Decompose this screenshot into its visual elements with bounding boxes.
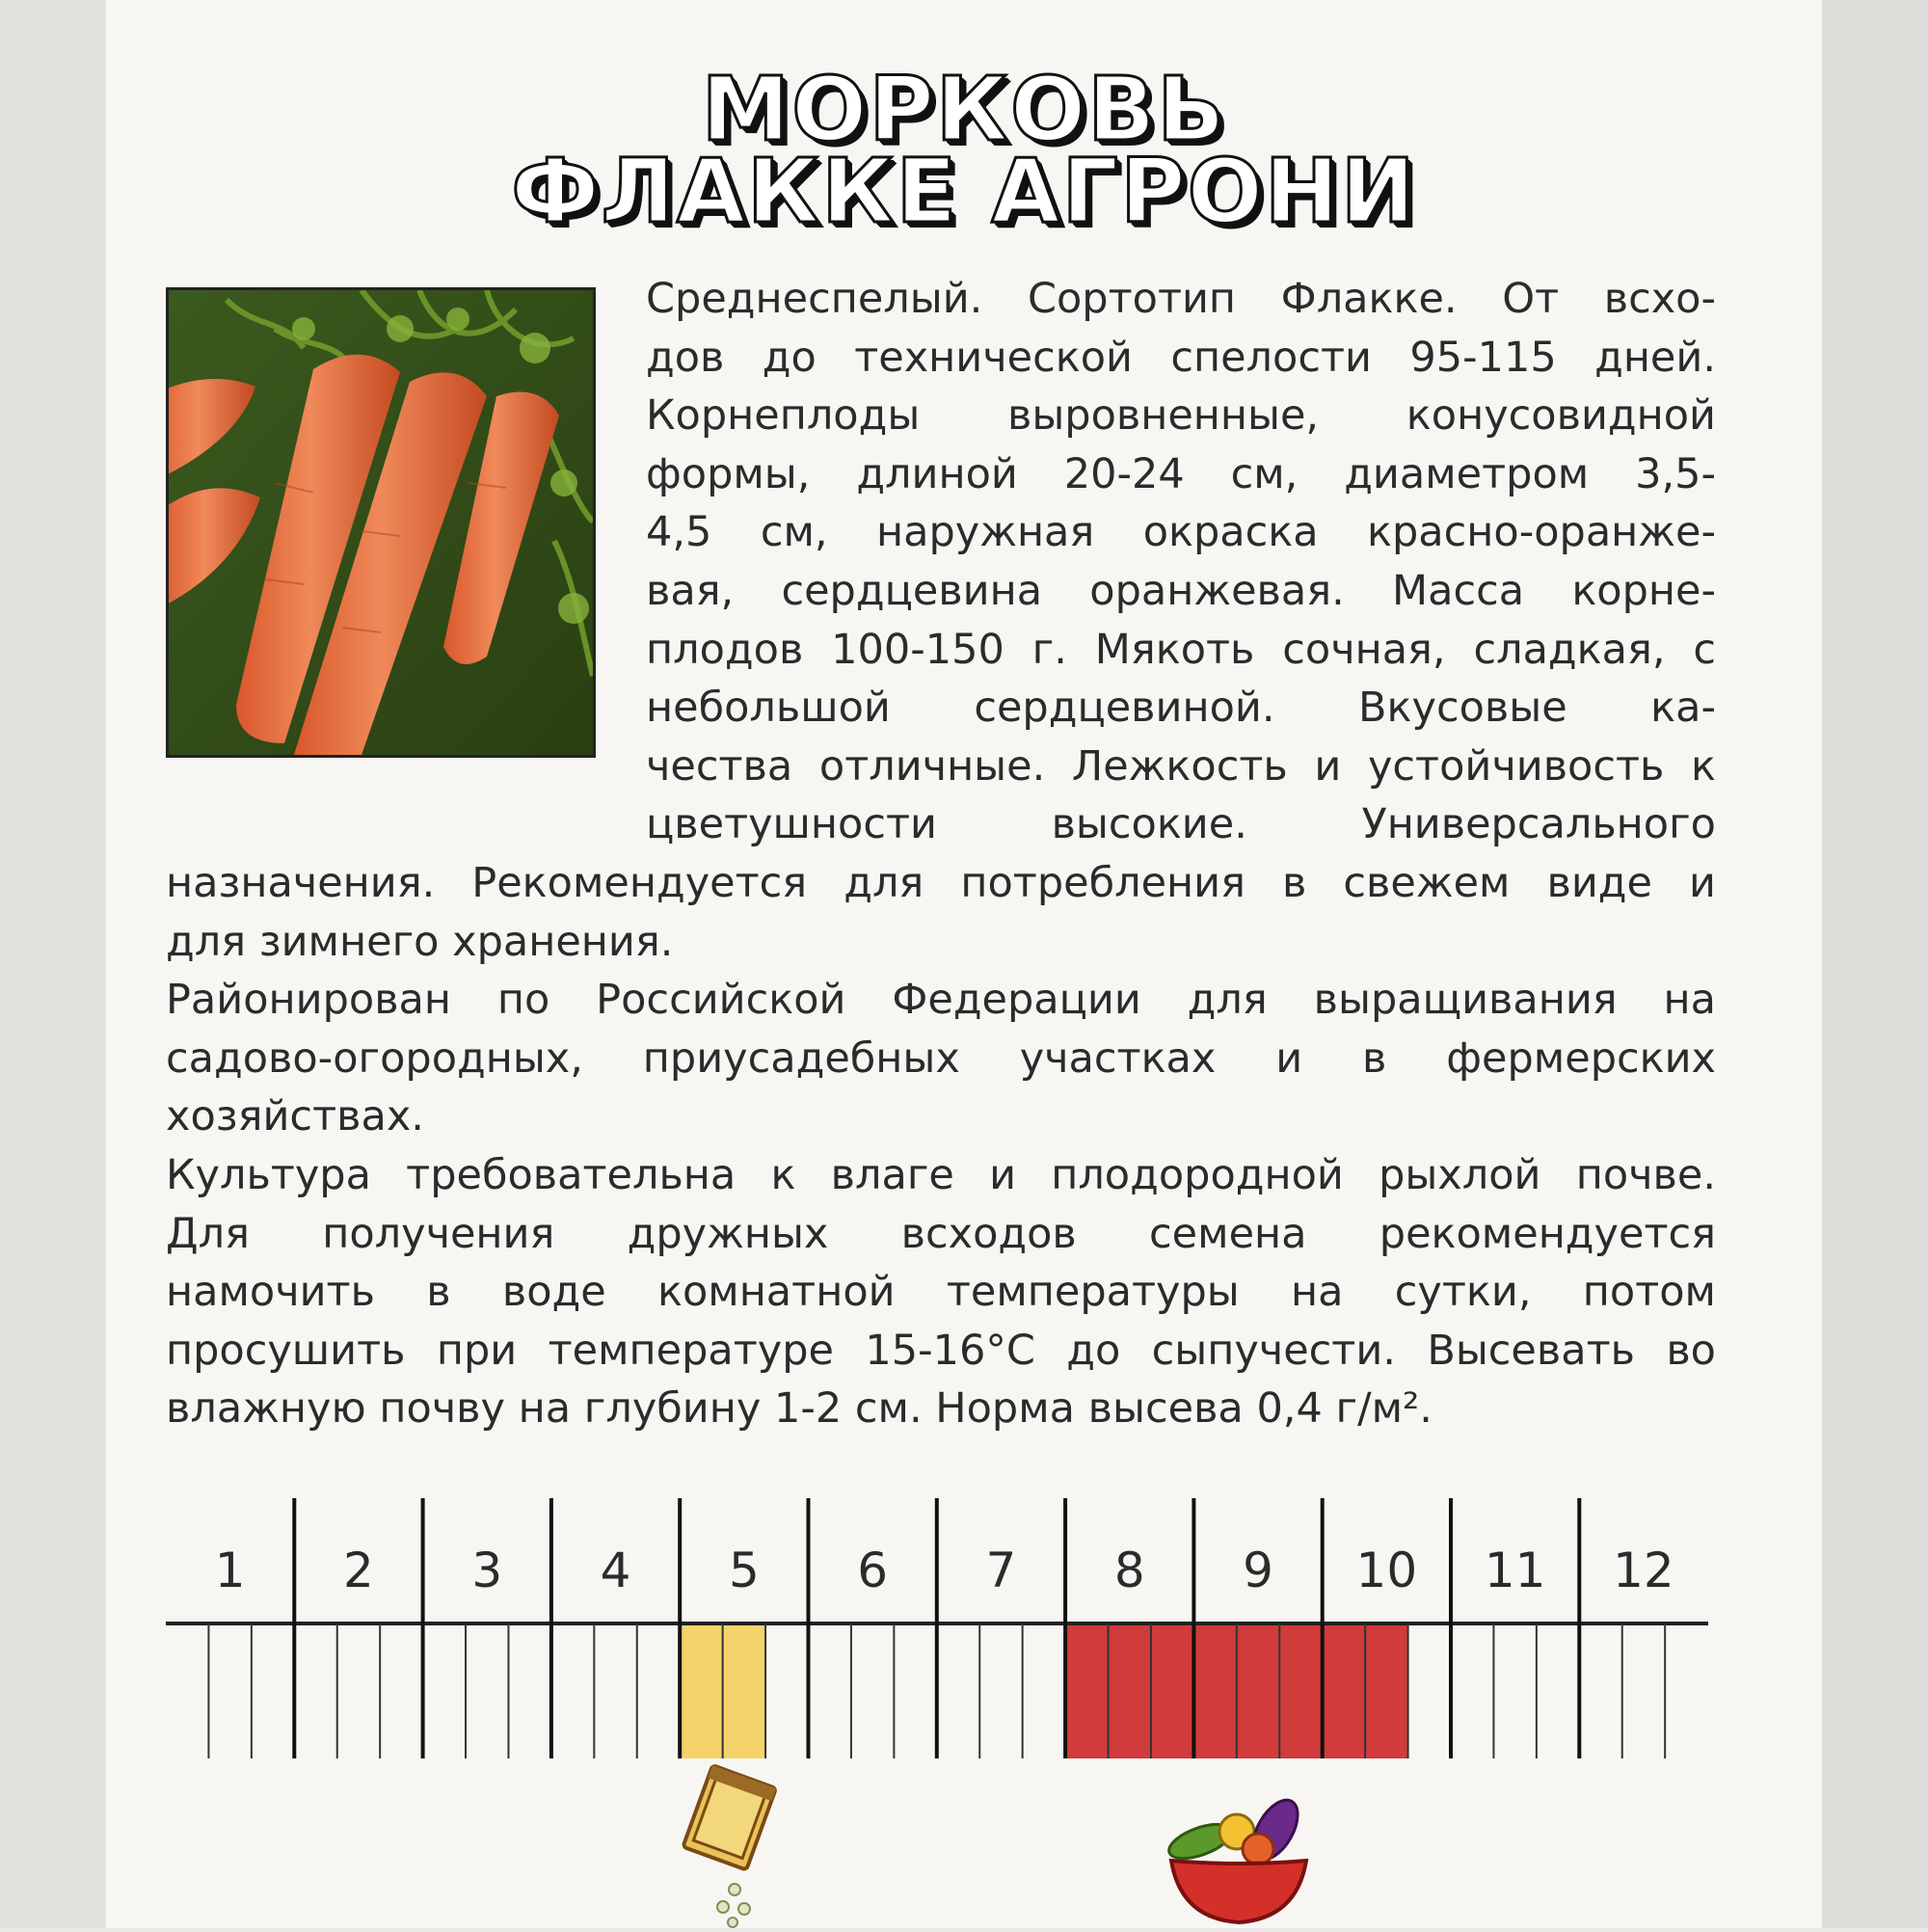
sowing-period-cell (723, 1623, 765, 1758)
packet-left-edge (0, 0, 106, 1928)
sowing-period-cell (680, 1623, 722, 1758)
description-line: назначения. Рекомендуется для потребления в свежем виде и (166, 859, 1716, 907)
carrot-photo (166, 287, 596, 758)
month-label: 10 (1355, 1543, 1418, 1598)
seed-packet-icon (675, 1764, 781, 1928)
harvest-period-cell (1109, 1623, 1151, 1758)
description-line: плодов 100-150 г. Мякоть сочная, сладкая, с (646, 625, 1716, 674)
description-line: Среднеспелый. Сортотип Флакке. От всхо- (646, 275, 1716, 323)
harvest-period-cell (1365, 1623, 1407, 1758)
calendar-grid (166, 1498, 1708, 1768)
product-title-line2: ФЛАККЕ АГРОНИ (511, 140, 1417, 243)
month-label: 11 (1484, 1543, 1546, 1598)
description-line: намочить в воде комнатной температуры на сутки, потом (166, 1268, 1716, 1317)
description-line: чества отличные. Лежкость и устойчивость к (646, 741, 1716, 791)
description-line: хозяйствах. (166, 1092, 424, 1141)
description-line: небольшой сердцевиной. Вкусовые ка- (646, 684, 1716, 733)
description-line: влажную почву на глубину 1-2 см. Норма высева 0,4 г/м². (166, 1384, 1433, 1434)
month-label: 2 (343, 1543, 374, 1598)
month-label: 9 (1243, 1543, 1273, 1598)
description-line: дов до технической спелости 95-115 дней. (646, 333, 1716, 382)
description-line: Для получения дружных всходов семена рекомендуется (166, 1209, 1716, 1258)
harvest-period-cell (1065, 1623, 1108, 1758)
harvest-period-cell (1193, 1623, 1236, 1758)
month-label: 1 (214, 1543, 246, 1598)
description-line: цветушности высокие. Универсального (646, 800, 1716, 849)
description-line: Корнеплоды выровненные, конусовидной (646, 391, 1716, 441)
description-line: вая, сердцевина оранжевая. Масса корне- (646, 566, 1716, 615)
vegetable-bowl-icon (1162, 1793, 1316, 1928)
month-label: 12 (1613, 1543, 1674, 1598)
description-line: просушить при температуре 15-16°С до сыпучести. Высевать во (166, 1326, 1716, 1375)
month-label: 4 (600, 1543, 631, 1598)
description-line: садово-огородных, приусадебных участках и в фермерских (166, 1033, 1716, 1083)
month-label: 6 (857, 1543, 889, 1598)
month-label: 5 (728, 1543, 760, 1598)
month-label: 7 (985, 1543, 1017, 1598)
description-line: формы, длиной 20-24 см, диаметром 3,5- (646, 449, 1716, 498)
harvest-period-cell (1237, 1623, 1279, 1758)
description-line: Культура требовательна к влаге и плодородной рыхлой почве. (166, 1150, 1716, 1199)
harvest-period-cell (1323, 1623, 1365, 1758)
description-wrapped (646, 270, 1716, 854)
description-line: Районирован по Российской Федерации для выращивания на (166, 976, 1716, 1025)
description-line: для зимнего хранения. (166, 917, 674, 966)
description-line: 4,5 см, наружная окраска красно-оранже- (646, 508, 1716, 557)
month-label: 8 (1113, 1543, 1145, 1598)
sowing-calendar (166, 1498, 1708, 1768)
month-label: 3 (471, 1543, 503, 1598)
description-full (166, 854, 1716, 1438)
packet-right-edge (1822, 0, 1928, 1928)
harvest-period-cell (1279, 1623, 1322, 1758)
product-title-line1: МОРКОВЬ (701, 58, 1227, 161)
harvest-period-cell (1151, 1623, 1193, 1758)
